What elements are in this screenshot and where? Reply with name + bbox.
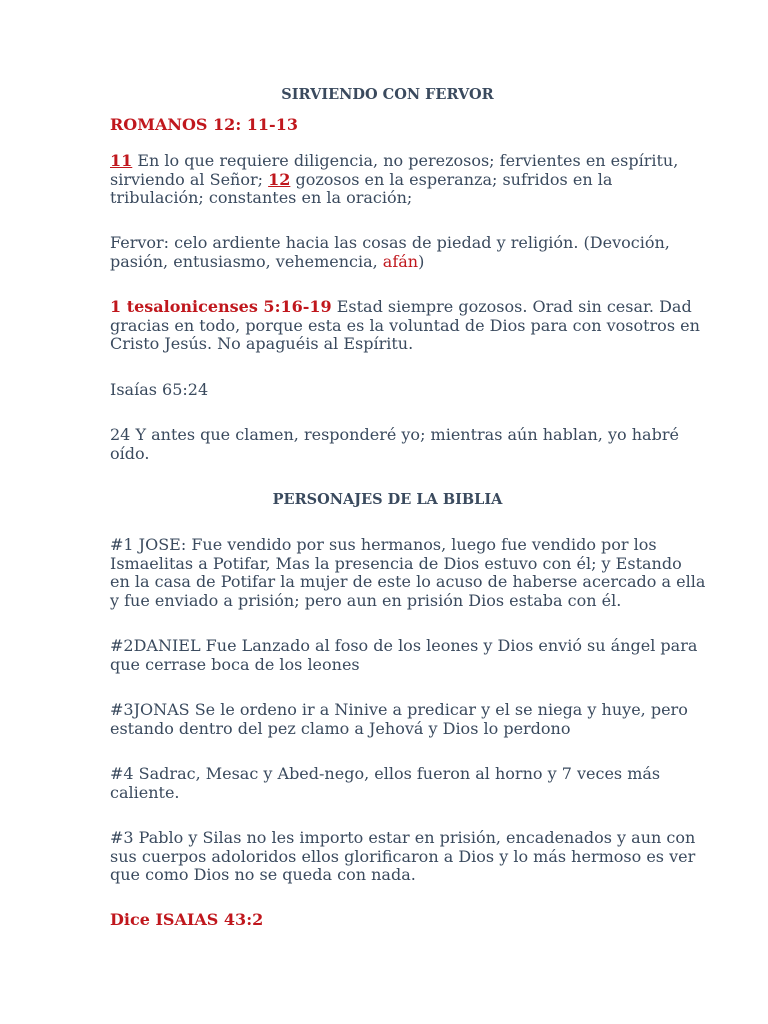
- paragraph-line: Ismaelitas a Potifar, Mas la presencia de Dios estuvo con él; y Estando: [110, 553, 682, 573]
- verse-romanos-paragraph: [110, 151, 679, 208]
- verse-text-line: gozosos en la esperanza; sufridos en la: [290, 169, 613, 189]
- paragraph-line: que como Dios no se queda con nada.: [110, 865, 416, 884]
- scripture-reference-tesalonicenses: 1 tesalonicenses 5:16-19: [110, 297, 332, 316]
- paragraph-line: estando dentro del pez clamo a Jehová y Dios lo perdono: [110, 718, 571, 738]
- verse-text-line: En lo que requiere diligencia, no perezosos; fervientes en espíritu,: [132, 151, 679, 170]
- paragraph-line: #3JONAS Se le ordeno ir a Ninive a predicar y el se niega y huye, pero: [110, 700, 688, 719]
- scripture-reference-isaias-43: Dice ISAIAS 43:2: [110, 910, 264, 929]
- verse-text-line: oído.: [110, 443, 150, 463]
- paragraph-line: #3 Pablo y Silas no les importo estar en prisión, encadenados y aun con: [110, 828, 696, 847]
- character-pablo-silas-paragraph: [110, 828, 696, 885]
- fervor-text-line: pasión, entusiasmo, vehemencia,: [110, 251, 383, 271]
- verse-text-line: tribulación; constantes en la oración;: [110, 188, 413, 207]
- document-title: SIRVIENDO CON FERVOR: [281, 86, 494, 103]
- character-daniel-paragraph: [110, 636, 698, 674]
- closing-parenthesis: ): [418, 251, 425, 271]
- scripture-reference-romanos: ROMANOS 12: 11-13: [110, 115, 298, 134]
- paragraph-line: que cerrase boca de los leones: [110, 654, 360, 674]
- section-heading-personajes: PERSONAJES DE LA BIBLIA: [272, 491, 503, 508]
- verse-text-line: gracias en todo, porque esta es la voluntad de Dios para con vosotros en: [110, 315, 700, 335]
- verse-number-12[interactable]: 12: [268, 169, 291, 189]
- scripture-reference-isaias-65: Isaías 65:24: [110, 380, 209, 399]
- paragraph-line: sus cuerpos adoloridos ellos glorificaron a Dios y lo más hermoso es ver: [110, 846, 696, 866]
- paragraph-line: #2DANIEL Fue Lanzado al foso de los leones y Dios envió su ángel para: [110, 636, 698, 655]
- paragraph-line: #1 JOSE: Fue vendido por sus hermanos, luego fue vendido por los: [110, 535, 657, 554]
- paragraph-line: caliente.: [110, 782, 180, 802]
- fervor-text-line: Fervor: celo ardiente hacia las cosas de piedad y religión. (Devoción,: [110, 233, 670, 252]
- character-jose-paragraph: [110, 535, 706, 610]
- verse-text-line: Cristo Jesús. No apaguéis al Espíritu.: [110, 334, 414, 353]
- verse-number-11[interactable]: 11: [110, 151, 133, 170]
- verse-text-line: 24 Y antes que clamen, responderé yo; mientras aún hablan, yo habré: [110, 425, 679, 444]
- character-jonas-paragraph: [110, 700, 688, 738]
- paragraph-line: #4 Sadrac, Mesac y Abed-nego, ellos fueron al horno y 7 veces más: [110, 764, 661, 783]
- character-sadrac-paragraph: [110, 765, 665, 802]
- paragraph-line: en la casa de Potifar la mujer de este lo acuso de haberse acercado a ella: [110, 572, 706, 591]
- isaias-verse-paragraph: [110, 425, 679, 463]
- verse-text-line: Estad siempre gozosos. Orad sin cesar. Dad: [331, 297, 692, 316]
- highlighted-word-afan: afán: [382, 251, 419, 271]
- verse-text-line: sirviendo al Señor;: [110, 169, 269, 189]
- tesalonicenses-paragraph: [110, 297, 700, 354]
- fervor-definition-paragraph: [110, 233, 670, 271]
- paragraph-line: y fue enviado a prisión; pero aun en prisión Dios estaba con él.: [110, 590, 622, 610]
